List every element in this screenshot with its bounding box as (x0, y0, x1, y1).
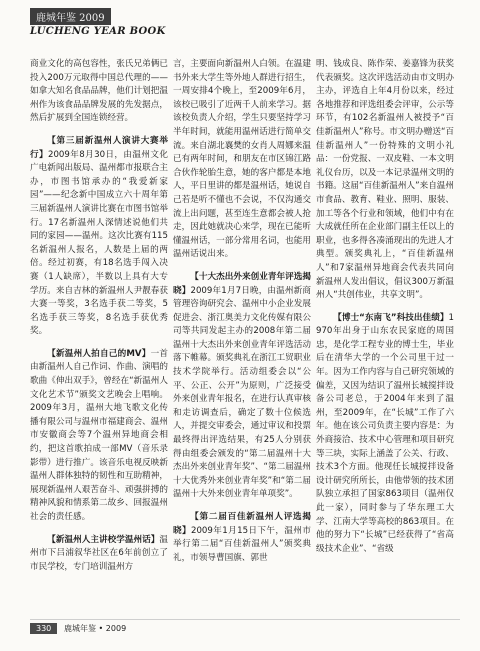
paragraph-text: 2009年1月15日下午，温州市举行第二届“百佳新温州人”颁奖典礼，市领导曹国旗、郭世 (173, 525, 311, 563)
section-heading: 【十大杰出外来创业青年评选揭晓】 (173, 271, 311, 296)
section-heading: 【第三届新温州人演讲大赛举行】 (30, 135, 168, 160)
paragraph-text: 明、钱成良、陈作荣、姜嘉锋为获奖代表颁奖。这次评选活动由市文明办主办，评选自上年4月份以来，经过各地推荐和评选组委会评审，公示等环节，有102名新温州人被授予“百佳新温州人”称号。市文明办赠送“百佳新温州人”一份特殊的文明小礼品：一份党报、一双皮鞋、一本文明礼仪台历，以及一本记录温州文明的书籍。这届“百佳新温州人”来自温州市食品、教育、鞋业、照明、服装、加工等各个行业和领域，他们中有在大成就任所在企业部门副主任以上的职业，也多得各凑涌现出的先进人才典型。颁奖典礼上，“百佳新温州人”和7家温州异地商会代表共同向新温州人发出倡议，倡议300万新温州人“共创伟业，共享文明”。 (316, 59, 454, 301)
paragraph (30, 534, 168, 575)
yearbook-brand: 鹿城年鉴 2009 (30, 8, 111, 25)
paragraph (30, 135, 168, 339)
paragraph-text: 2009年1月7日晚，由温州新商管理咨询研究会、温州中小企业发展促进会、浙江奥美力文化传媒有限公司等共同发起主办的2008年第二届温州十大杰出外来创业青年评选活动落下帷幕。颁奖典礼在浙江工贸职业技术学院举行。活动组委会以“公平、公正、公开”为原则，广泛接受外来创业青年报名，在进行认真审核和走访调查后，确定了数十位候选人，并提交审委会，通过审议和投票最终得出评选结果，有25人分别获得由组委会颁发的“第二届温州十大杰出外来创业青年奖”、“第二届温州十大优秀外来创业青年奖”和“第二届温州十大外来创业青年单项奖”。 (173, 285, 311, 500)
paragraph-text: 一首由新温州人自己作词、作曲、演唱的歌曲《伸出双手》，曾经在“新温州人文化艺术节”颁奖文艺晚会上唱响。2009年3月，温州大地飞歌文化传播有限公司与温州市福建商会、温州市安徽商会等7个温州异地商会相约，把这首歌拍成一部MV（音乐录影带）进行推广。该音乐电视反映新温州人群体独特的韧性和互助精神，展现新温州人艰苦奋斗、顽强拼搏的精神风貌和情系第二故乡、回报温州社会的责任感。 (30, 348, 168, 522)
page-header (30, 6, 460, 46)
paragraph-text: 1970年出身于山东农民家庭的周国忠，是化学工程专业的博士生，毕业后在清华大学的一个公司里干过一年。因为工作内容与自己研究领域的偏差，又因为结识了温州长城搅拌设备公司老总，于2004年来到了温州，至2009年，在“长城”工作了六年。他在该公司负责主要内容是：为外商接洽、技术中心管理和项目研究等三块，实际上涵盖了公关、行政、技术3个方面。他现任长城搅拌设备设计研究所所长，由他带领的技术团队独立承担了国家863项目（温州仅此一家），同时参与了华东理工大学、江南大学等高校的863项目。在他的努力下“长城”已经获得了“省高级技术企业”、“省级 (316, 312, 454, 554)
yearbook-subtitle: LUCHENG YEAR BOOK (30, 26, 166, 37)
paragraph-text: 2009年8月30日，由温州文化广电新闻出版局、温州都市报联合主办，市图书馆承办的“我爱新家园”——纪念新中国成立六十周年第三届新温州人演讲比赛在市图书馆举行。17名新温州人深情述说他们共同的家园——温州。这次比赛有115名新温州人报名，人数是上届的两倍。经过初赛，有18名选手闯入决赛（1人缺席），半数以上具有大专学历。来自吉林的新温州人尹靓春获大赛一等奖，3名选手获二等奖，5名选手获三等奖，8名选手获优秀奖。 (30, 149, 168, 337)
paragraph (30, 348, 168, 525)
paragraph-text: 商业文化的高包容性，张氏兄弟俩已投入200万元取得中国总代理的——如拿大知名食品品牌，他们计划把温州作为该食品品牌发展的先发据点，然后扩展到全国连锁经营。 (30, 59, 168, 124)
paragraph (173, 271, 311, 502)
paragraph (316, 58, 454, 303)
section-heading: 【博士“东南飞”科技出佳绩】 (333, 312, 449, 323)
footer-title: 鹿城年鉴 • 2009 (64, 624, 127, 633)
section-heading: 【第二届百佳新温州人评选揭晓】 (173, 512, 311, 536)
paragraph-text: 言，主要面向新温州人白领。在温建书外来大学生等外地人群进行招生，一周安排4个晚上，至2009年6月，该校已吸引了近两千人前来学习。据该校负责人介绍，学生只要坚持学习半年时间，就能用温州话进行简单交流。来自湖北襄樊的女肖人周娜来温已有两年时间，和朋友在市区锦江路合伙作轮胎生意，她的客户都是本地人，平日里讲的都是温州话，她说自己若是听不懂也不会说，不仅沟通交流上出问题，甚至连生意都会被人抢走，因此她就决心来学，现在已能听懂温州话，一部分常用名词，也能用温州话说出来。 (173, 59, 311, 260)
paragraph (316, 312, 454, 557)
section-heading: 【新温州人主讲校学温州话】 (47, 534, 160, 545)
paragraph (173, 58, 311, 262)
page-number: 330 (30, 623, 57, 634)
text-column-2 (173, 58, 311, 565)
text-column-3 (316, 58, 454, 556)
paragraph-text: 温州市下吕浦叙华社区在6年前创立了市民学校，专门培训温州方 (30, 534, 168, 572)
page-footer (30, 619, 460, 634)
paragraph (30, 58, 168, 126)
text-column-1 (30, 58, 168, 574)
section-heading: 【新温州人拍自己的MV】 (47, 348, 151, 359)
paragraph (173, 511, 311, 565)
